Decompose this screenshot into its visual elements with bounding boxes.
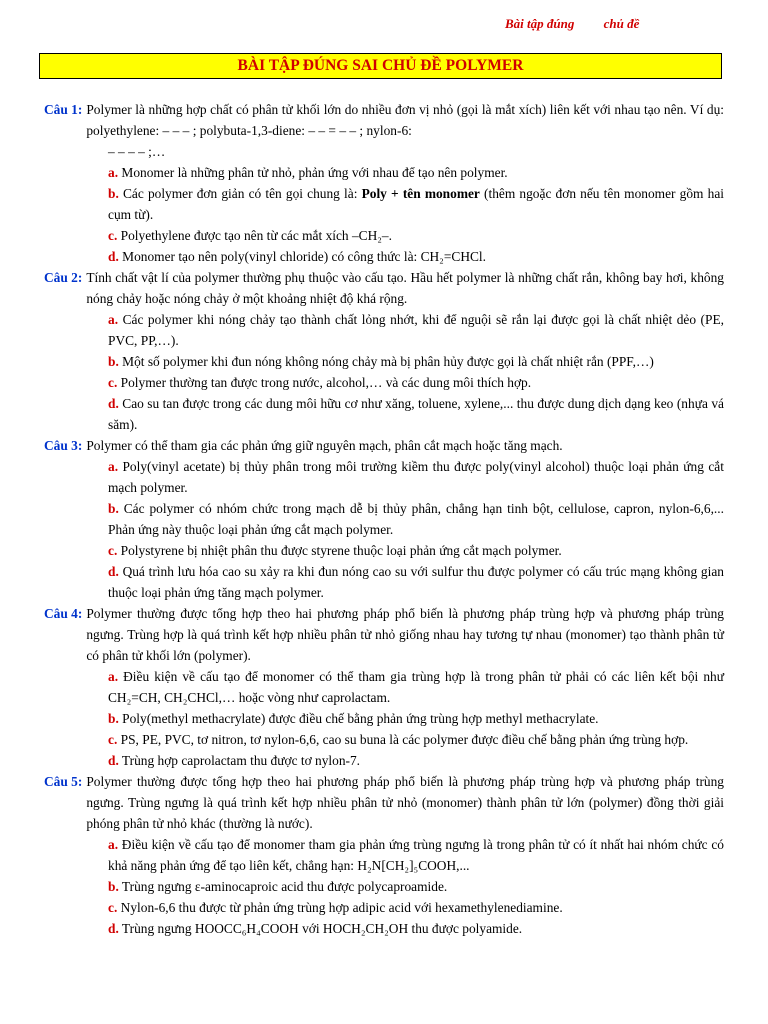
- option-b: b. Trùng ngưng ε-aminocaproic acid thu được polycaproamide.: [108, 879, 448, 894]
- option-c: c. Polystyrene bị nhiệt phân thu được styrene thuộc loại phản ứng cắt mạch polymer.: [108, 543, 562, 558]
- option-a: a. Điều kiện về cấu tạo để monomer có thể tham gia trùng hợp là trong phân tử phải có các liên kết bội như CH₂=CH, CH₂CHCl,… hoặc vòng như caprolactam.: [108, 669, 724, 705]
- option-d: d. Cao su tan được trong các dung môi hữu cơ như xăng, toluene, xylene,... thu được dung dịch dạng keo (nhựa vá săm).: [108, 396, 724, 432]
- question-list: [44, 99, 724, 939]
- option-c: c. Nylon-6,6 thu được từ phản ứng trùng hợp adipic acid với hexamethylenediamine.: [108, 900, 563, 915]
- question-4: [44, 603, 724, 771]
- option-b: b. Poly(methyl methacrylate) được điều chế bằng phản ứng trùng hợp methyl methacrylate.: [108, 711, 599, 726]
- question-3: [44, 435, 724, 603]
- header-part1: Bài tập đúng: [505, 16, 575, 31]
- question-stem: Polymer thường được tổng hợp theo hai phương pháp phổ biến là phương pháp trùng hợp và phương pháp trùng ngưng. Trùng ngưng là quá trình kết hợp nhiều phân tử nhỏ (monomer) thành phân tử lớn (polymer) đồng thời giải phóng phân tử nhỏ khác (thường là nước).: [86, 774, 724, 831]
- option-d: d. Monomer tạo nên poly(vinyl chloride) có công thức là: CH₂=CHCl.: [108, 249, 487, 264]
- page-title: BÀI TẬP ĐÚNG SAI CHỦ ĐỀ POLYMER: [39, 53, 722, 79]
- question-stem: Polymer có thể tham gia các phản ứng giữ nguyên mạch, phân cắt mạch hoặc tăng mạch.: [86, 438, 563, 453]
- option-d: d. Quá trình lưu hóa cao su xảy ra khi đun nóng cao su với sulfur thu được polymer có cấu trúc mạng không gian thuộc loại phản ứng tăng mạch polymer.: [108, 564, 724, 600]
- question-label: Câu 5:: [44, 774, 83, 789]
- question-label: Câu 1:: [44, 102, 83, 117]
- option-c: c. Polyethylene được tạo nên từ các mắt xích –CH₂–.: [108, 228, 392, 243]
- option-a: a. Poly(vinyl acetate) bị thủy phân trong môi trường kiềm thu được poly(vinyl alcohol) thuộc loại phản ứng cắt mạch polymer.: [108, 459, 724, 495]
- question-label: Câu 2:: [44, 270, 83, 285]
- question-stem: Polymer là những hợp chất có phân tử khối lớn do nhiều đơn vị nhỏ (gọi là mắt xích) liên kết với nhau tạo nên. Ví dụ: polyethylene: – – – ; polybuta-1,3-diene: – – = – – ; nylon-6:: [86, 102, 724, 138]
- option-b: b. Một số polymer khi đun nóng không nóng chảy mà bị phân hủy được gọi là chất nhiệt rắn (PPF,…): [108, 354, 654, 369]
- option-b: b. Các polymer có nhóm chức trong mạch dễ bị thủy phân, chẳng hạn tinh bột, cellulose, capron, nylon-6,6,... Phản ứng này thuộc loại phản ứng cắt mạch polymer.: [108, 501, 724, 537]
- question-stem-cont: – – – – ;…: [108, 144, 166, 159]
- question-1: [44, 99, 724, 267]
- option-c: c. Polymer thường tan được trong nước, alcohol,… và các dung môi thích hợp.: [108, 375, 532, 390]
- question-stem: Polymer thường được tổng hợp theo hai phương pháp phổ biến là phương pháp trùng hợp và phương pháp trùng ngưng. Trùng hợp là quá trình kết hợp nhiều phân tử nhỏ giống nhau hay tương tự nhau (monomer) tạo thành phân tử có phân tử khối lớn (polymer).: [86, 606, 724, 663]
- question-label: Câu 3:: [44, 438, 83, 453]
- question-label: Câu 4:: [44, 606, 83, 621]
- option-d: d. Trùng ngưng HOOCC₆H₄COOH với HOCH₂CH₂OH thu được polyamide.: [108, 921, 523, 936]
- header-part2: chủ đề: [603, 16, 640, 31]
- option-d: d. Trùng hợp caprolactam thu được tơ nylon-7.: [108, 753, 361, 768]
- question-5: [44, 771, 724, 939]
- option-a: a. Monomer là những phân tử nhỏ, phản ứng với nhau để tạo nên polymer.: [108, 165, 508, 180]
- page-header: [505, 16, 639, 32]
- question-2: [44, 267, 724, 435]
- option-c: c. PS, PE, PVC, tơ nitron, tơ nylon-6,6, cao su buna là các polymer được điều chế bằng phản ứng trùng hợp.: [108, 732, 689, 747]
- option-a: a. Điều kiện về cấu tạo để monomer tham gia phản ứng trùng ngưng là trong phân tử có ít nhất hai nhóm chức có khả năng phản ứng để tạo liên kết, chẳng hạn: H₂N[CH₂]₅COOH,...: [108, 837, 724, 873]
- question-stem: Tính chất vật lí của polymer thường phụ thuộc vào cấu tạo. Hầu hết polymer là những chất rắn, không bay hơi, không nóng chảy hoặc nóng chảy ở một khoảng nhiệt độ khá rộng.: [86, 270, 724, 306]
- option-b: b. Các polymer đơn giản có tên gọi chung là: Poly + tên monomer (thêm ngoặc đơn nếu tên monomer gồm hai cụm từ).: [108, 186, 724, 222]
- option-a: a. Các polymer khi nóng chảy tạo thành chất lỏng nhớt, khi để nguội sẽ rắn lại được gọi là chất nhiệt dẻo (PE, PVC, PP,…).: [108, 312, 724, 348]
